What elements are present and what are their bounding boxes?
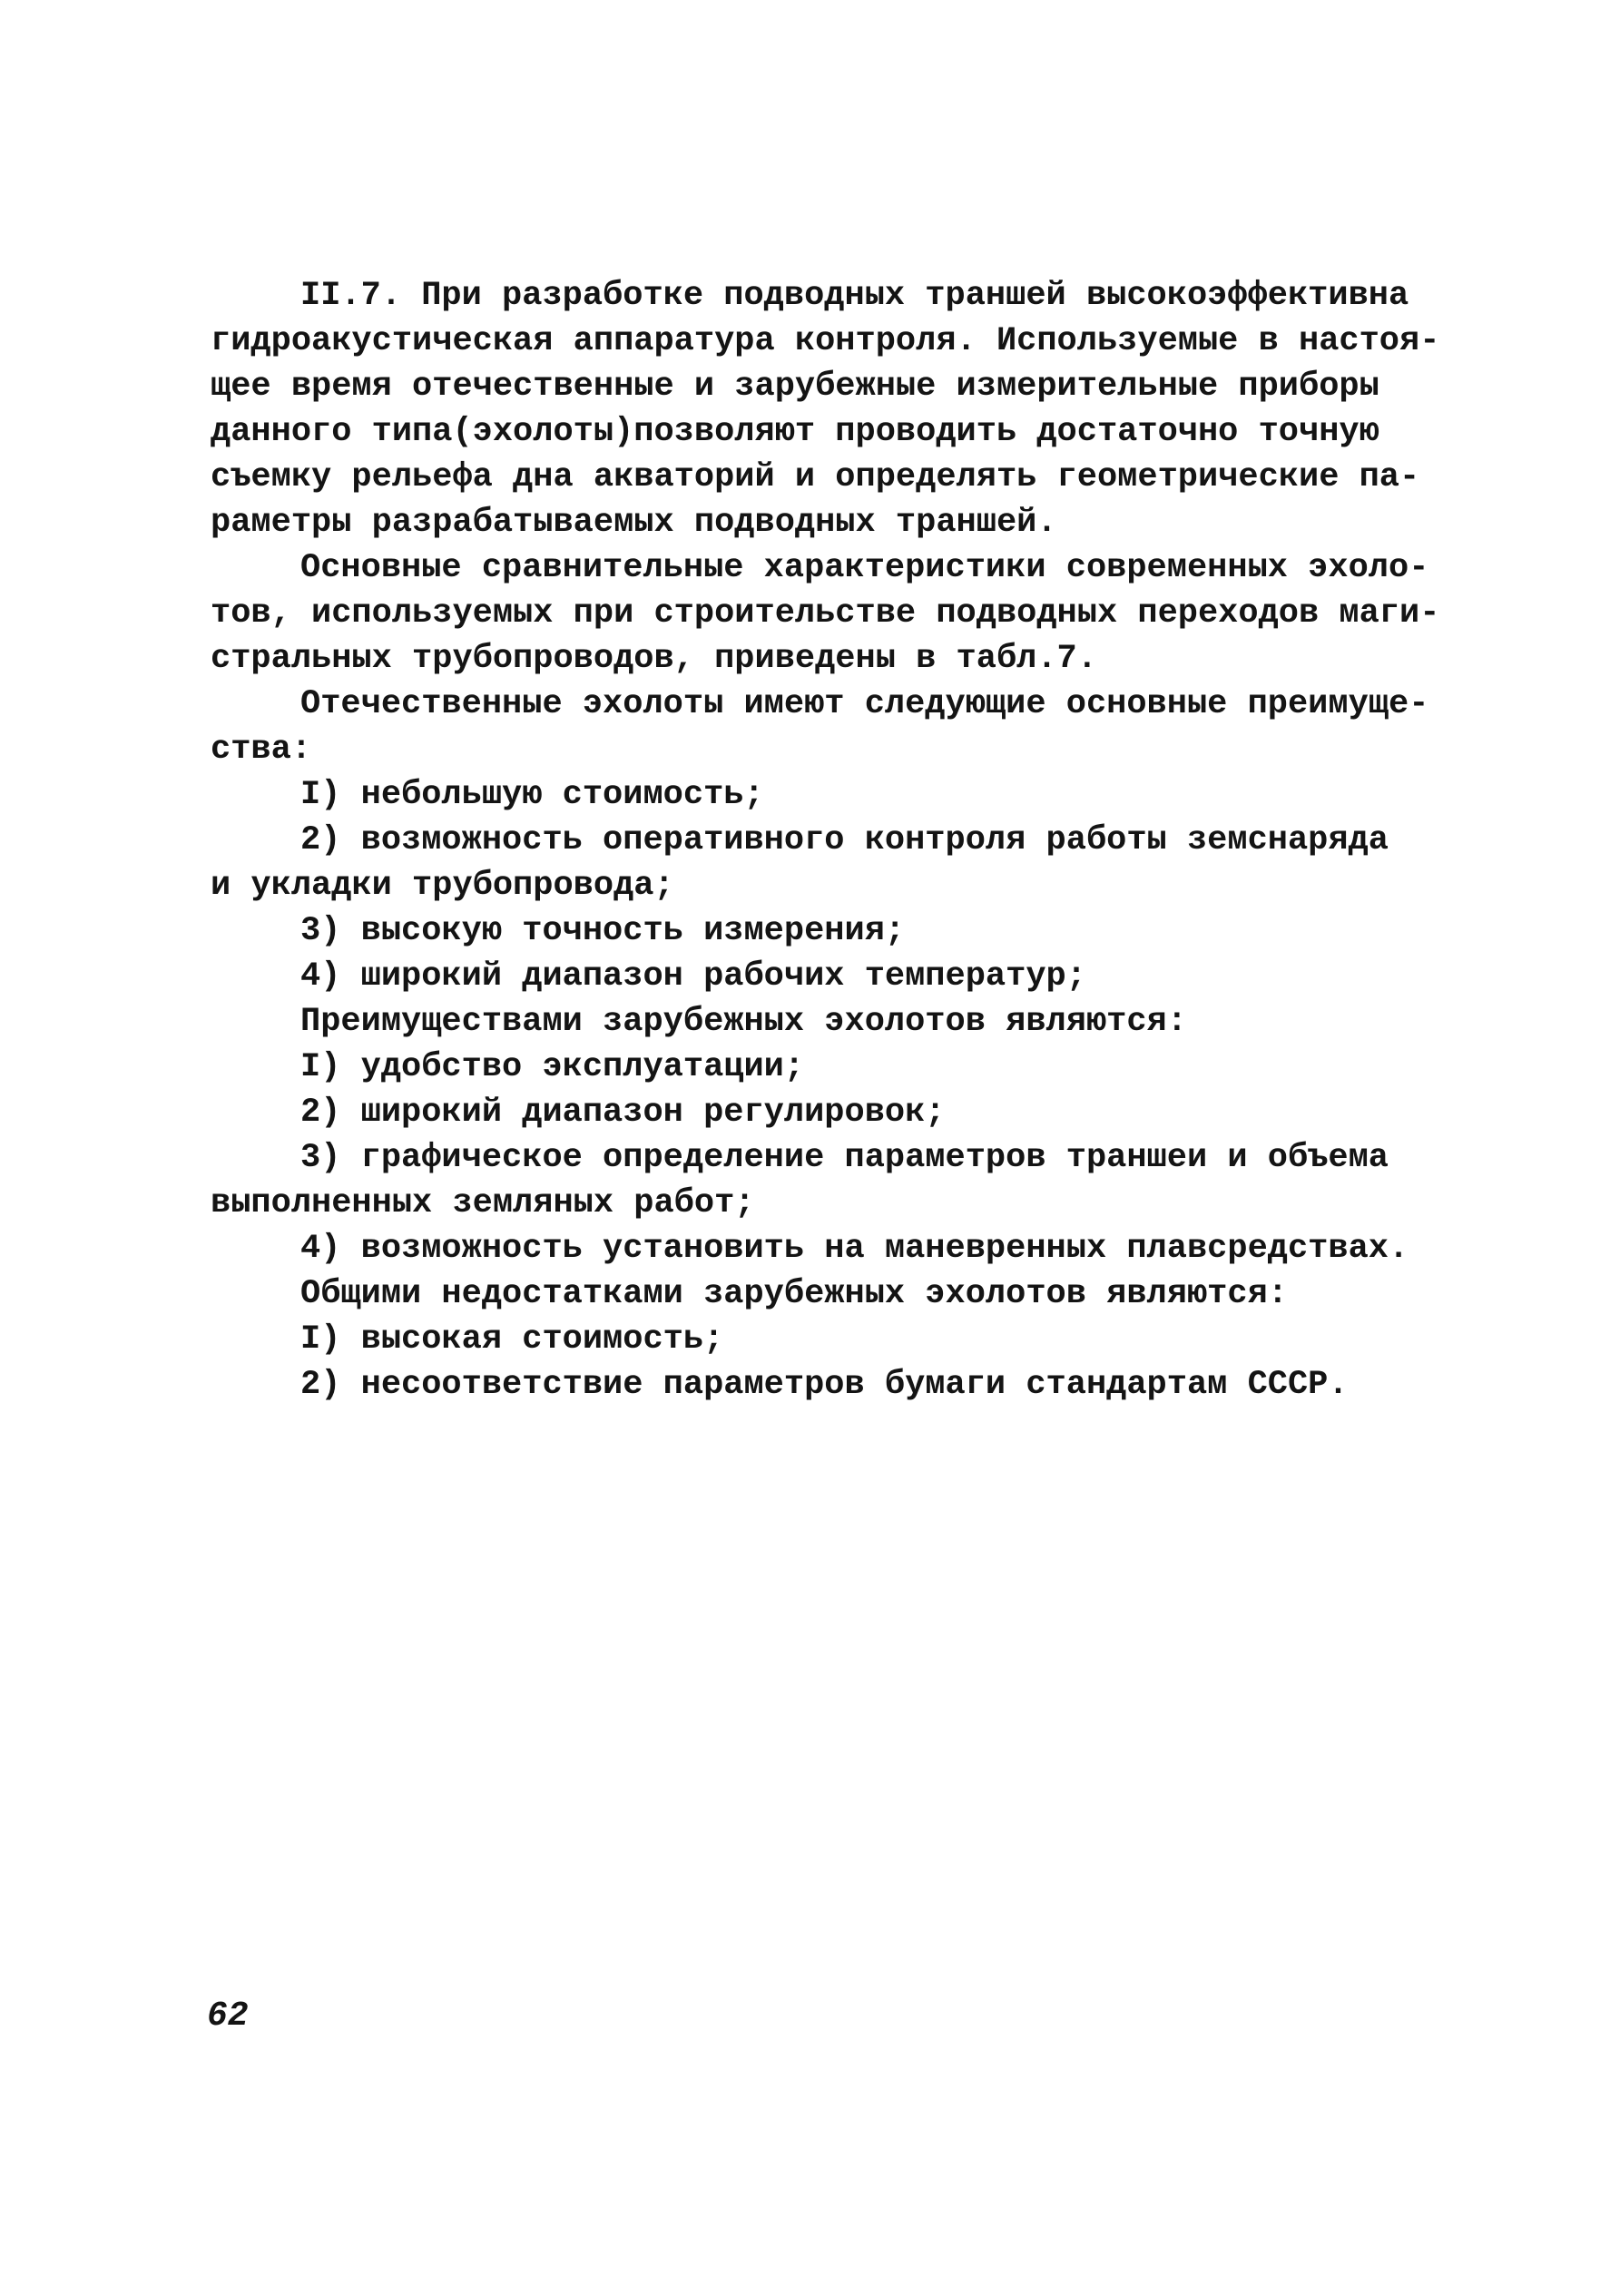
- text-line: стральных трубопроводов, приведены в табл.7.: [211, 640, 1097, 678]
- list-item: I) небольшую стоимость;: [300, 776, 764, 814]
- list-item: 2) широкий диапазон регулировок;: [300, 1094, 946, 1132]
- list-item: 4) широкий диапазон рабочих температур;: [300, 957, 1086, 996]
- text-line: ства:: [211, 731, 312, 769]
- list-item: 4) возможность установить на маневренных плавсредствах.: [300, 1230, 1409, 1268]
- list-item: 2) несоответствие параметров бумаги стандартам СССР.: [300, 1366, 1349, 1404]
- list-item: 3) графическое определение параметров траншеи и объема: [300, 1139, 1389, 1177]
- text-line: Преимуществами зарубежных эхолотов являются:: [300, 1003, 1187, 1041]
- text-line: II.7. При разработке подводных траншей высокоэффективна: [300, 277, 1409, 315]
- list-item: 2) возможность оперативного контроля работы земснаряда: [300, 821, 1389, 859]
- list-item: 3) высокую точность измерения;: [300, 912, 906, 950]
- text-line: выполненных земляных работ;: [211, 1184, 755, 1222]
- text-line: гидроакустическая аппаратура контроля. Используемые в настоя-: [211, 322, 1440, 360]
- text-line: данного типа(эхолоты)позволяют проводить достаточно точную: [211, 413, 1379, 451]
- text-line: щее время отечественные и зарубежные измерительные приборы: [211, 368, 1379, 406]
- text-line: Основные сравнительные характеристики современных эхоло-: [300, 549, 1429, 587]
- list-item: I) удобство эксплуатации;: [300, 1048, 805, 1086]
- text-line: тов, используемых при строительстве подводных переходов маги-: [211, 594, 1440, 633]
- page-number: 62: [207, 1997, 249, 2036]
- text-line: съемку рельефа дна акваторий и определять геометрические па-: [211, 458, 1420, 496]
- text-line: Отечественные эхолоты имеют следующие основные преимуще-: [300, 685, 1429, 723]
- text-line: и укладки трубопровода;: [211, 867, 674, 905]
- text-line: Общими недостатками зарубежных эхолотов являются:: [300, 1275, 1288, 1313]
- text-line: раметры разрабатываемых подводных траншей.: [211, 504, 1057, 542]
- list-item: I) высокая стоимость;: [300, 1320, 724, 1359]
